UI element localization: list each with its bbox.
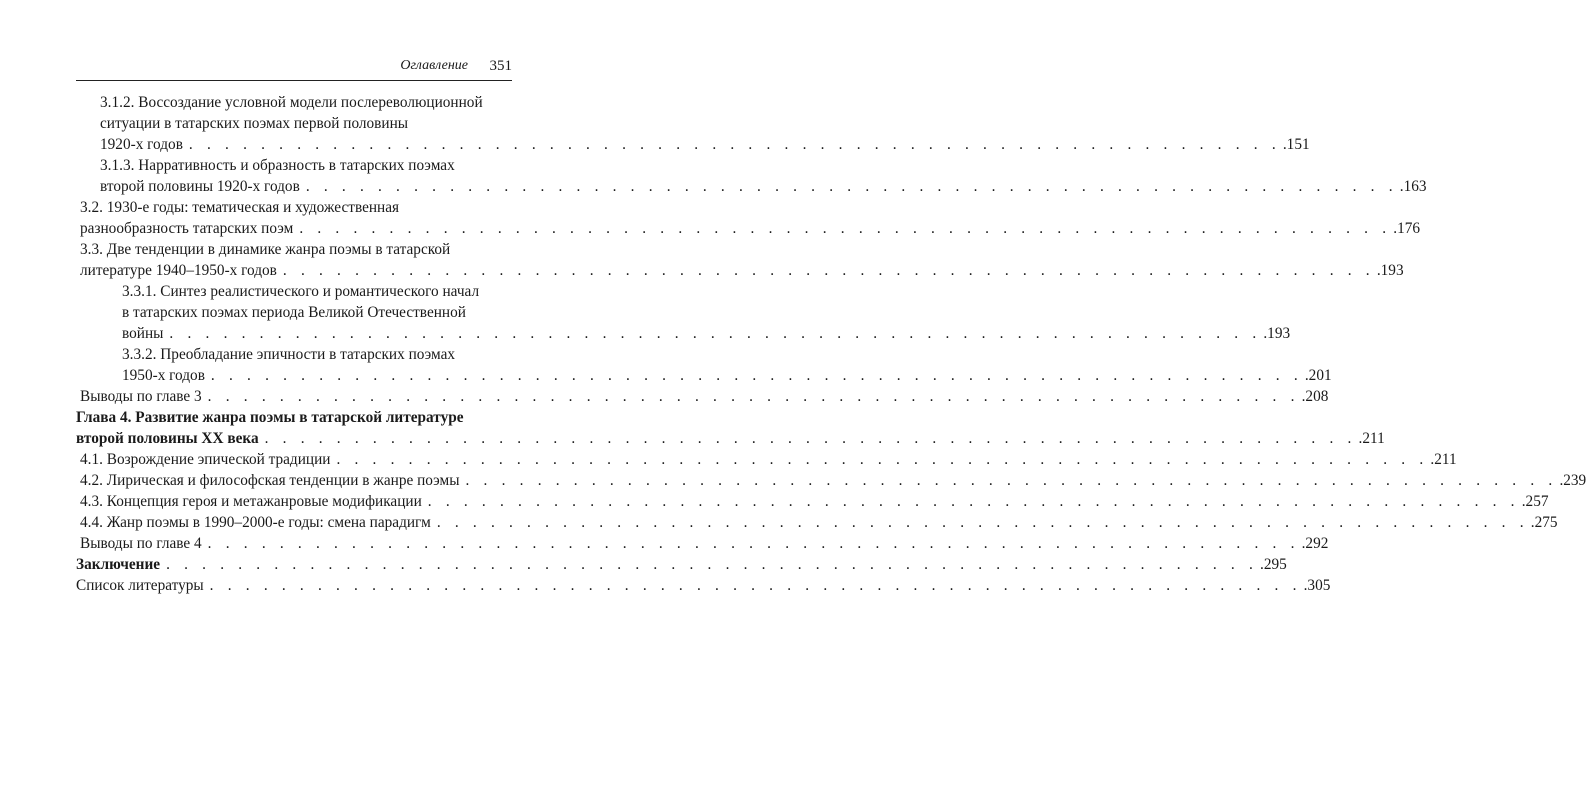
toc-entry-page: .163 (1399, 178, 1427, 195)
toc-entry-last-line (76, 428, 1385, 449)
dot-leader: . . . . . . . . . . . . . . . . . . . . . . . . . . . . . . . . . . . . . . . . . . . . . . . . . . . . . . . . . . . . . (166, 556, 1258, 573)
toc-entry (76, 281, 1291, 344)
toc-entry-title: второй половины 1920-х годов (100, 178, 300, 195)
toc-entry (76, 155, 1427, 197)
toc-entry-line: 3.1.2. Воссоздание условной модели послереволюционной (100, 94, 483, 111)
toc-entry-page: .295 (1260, 556, 1287, 573)
toc-entry (76, 533, 1329, 554)
dot-leader: . . . . . . . . . . . . . . . . . . . . . . . . . . . . . . . . . . . . . . . . . . . . . . . . . . . . . . . . . . . . . (188, 136, 1281, 153)
toc-entry-title: Выводы по главе 3 (80, 388, 202, 405)
toc-entry-last-line (76, 575, 1331, 596)
toc-entry-last-line (80, 491, 1549, 512)
toc-entry-page: .211 (1358, 430, 1385, 447)
toc-entry-title: 4.3. Концепция героя и метажанровые модификации (80, 493, 422, 510)
toc-entry (76, 575, 1331, 596)
dot-leader: . . . . . . . . . . . . . . . . . . . . . . . . . . . . . . . . . . . . . . . . . . . . . . . . . . . . . . . . . . . . . (305, 178, 1398, 195)
toc-entry-page: .151 (1282, 136, 1310, 153)
dot-leader: . . . . . . . . . . . . . . . . . . . . . . . . . . . . . . . . . . . . . . . . . . . . . . . . . . . . . . . . . . . . . (282, 262, 1375, 279)
toc-entry-line: ситуации в татарских поэмах первой половины (100, 115, 409, 132)
toc-entry-page: .208 (1301, 388, 1329, 405)
toc-entry-line: 3.2. 1930-е годы: тематическая и художественная (80, 199, 400, 216)
toc-entry-page: .193 (1376, 262, 1404, 279)
toc-entry-last-line (76, 554, 1287, 575)
toc-entry-line: Глава 4. Развитие жанра поэмы в татарской литературе (76, 409, 464, 426)
toc-entry-line: 3.3.2. Преобладание эпичности в татарских поэмах (122, 346, 456, 363)
dot-leader: . . . . . . . . . . . . . . . . . . . . . . . . . . . . . . . . . . . . . . . . . . . . . . . . . . . . . . . . . . . . . (264, 430, 1357, 447)
toc-entry-title: 4.4. Жанр поэмы в 1990–2000-е годы: смена парадигм (80, 514, 431, 531)
toc-entry-title: литературе 1940–1950-х годов (80, 262, 277, 279)
toc-entry-title: 1950-х годов (122, 367, 205, 384)
toc-entry-last-line (100, 176, 1427, 197)
header-page-number: 351 (489, 58, 512, 74)
toc-entry-last-line (122, 323, 1291, 344)
toc-entry-page: .275 (1530, 514, 1558, 531)
toc-entry-page: .239 (1559, 472, 1586, 489)
dot-leader: . . . . . . . . . . . . . . . . . . . . . . . . . . . . . . . . . . . . . . . . . . . . . . . . . . . . . . . . . . . . . (299, 220, 1392, 237)
toc-entry (76, 470, 1586, 491)
dot-leader: . . . . . . . . . . . . . . . . . . . . . . . . . . . . . . . . . . . . . . . . . . . . . . . . . . . . . . . . . . . . . (169, 325, 1262, 342)
toc-entry (76, 239, 1404, 281)
toc-entry-last-line (80, 260, 1404, 281)
toc-entry-page: .193 (1263, 325, 1291, 342)
toc-entry-last-line (80, 449, 1457, 470)
dot-leader: . . . . . . . . . . . . . . . . . . . . . . . . . . . . . . . . . . . . . . . . . . . . . . . . . . . . . . . . . . . . . (207, 388, 1300, 405)
toc-entry (76, 407, 1385, 449)
toc-entry-title: Список литературы (76, 577, 204, 594)
toc-entry-title: Выводы по главе 4 (80, 535, 202, 552)
toc-entry (76, 197, 1421, 239)
dot-leader: . . . . . . . . . . . . . . . . . . . . . . . . . . . . . . . . . . . . . . . . . . . . . . . . . . . . . . . . . . . . . (207, 535, 1300, 552)
toc-entry-title: второй половины XX века (76, 430, 259, 447)
toc-entry-title: 1920-х годов (100, 136, 183, 153)
toc-entry-page: .211 (1430, 451, 1457, 468)
toc-entry (76, 92, 1310, 155)
toc-entry-last-line (80, 470, 1586, 491)
toc-entry-line: 3.1.3. Нарративность и образность в татарских поэмах (100, 157, 455, 174)
toc-entry (76, 449, 1457, 470)
toc-entry-last-line (80, 512, 1558, 533)
toc-entry-title: 4.2. Лирическая и философская тенденции в жанре поэмы (80, 472, 460, 489)
toc-entry (76, 554, 1287, 575)
toc-entry-page: .257 (1521, 493, 1549, 510)
toc-entry (76, 512, 1558, 533)
dot-leader: . . . . . . . . . . . . . . . . . . . . . . . . . . . . . . . . . . . . . . . . . . . . . . . . . . . . . . . . . . . . . (210, 367, 1303, 384)
toc-entry (76, 386, 1329, 407)
toc-entry-line: в татарских поэмах периода Великой Отечественной (122, 304, 466, 321)
dot-leader: . . . . . . . . . . . . . . . . . . . . . . . . . . . . . . . . . . . . . . . . . . . . . . . . . . . . . . . . . . . . . (436, 514, 1529, 531)
running-header (76, 58, 512, 81)
toc-entry (76, 344, 1332, 386)
toc-entry-last-line (100, 134, 1310, 155)
toc-entry-page: .305 (1303, 577, 1331, 594)
toc-entry-title: войны (122, 325, 164, 342)
dot-leader: . . . . . . . . . . . . . . . . . . . . . . . . . . . . . . . . . . . . . . . . . . . . . . . . . . . . . . . . . . . . . (465, 472, 1558, 489)
toc-entry-line: 3.3.1. Синтез реалистического и романтического начал (122, 283, 480, 300)
header-title: Оглавление (400, 58, 468, 73)
toc-entry-title: разнообразность татарских поэм (80, 220, 294, 237)
table-of-contents (76, 92, 1586, 596)
dot-leader: . . . . . . . . . . . . . . . . . . . . . . . . . . . . . . . . . . . . . . . . . . . . . . . . . . . . . . . . . . . . . (336, 451, 1429, 468)
toc-entry-last-line (80, 386, 1329, 407)
toc-entry-last-line (122, 365, 1332, 386)
toc-entry-last-line (80, 533, 1329, 554)
dot-leader: . . . . . . . . . . . . . . . . . . . . . . . . . . . . . . . . . . . . . . . . . . . . . . . . . . . . . . . . . . . . . (427, 493, 1520, 510)
toc-entry-title: Заключение (76, 556, 161, 573)
toc-entry-page: .176 (1393, 220, 1421, 237)
toc-entry (76, 491, 1549, 512)
dot-leader: . . . . . . . . . . . . . . . . . . . . . . . . . . . . . . . . . . . . . . . . . . . . . . . . . . . . . . . . . . . . . (209, 577, 1302, 594)
toc-entry-page: .201 (1304, 367, 1332, 384)
toc-entry-page: .292 (1301, 535, 1329, 552)
toc-entry-title: 4.1. Возрождение эпической традиции (80, 451, 331, 468)
toc-entry-line: 3.3. Две тенденции в динамике жанра поэмы в татарской (80, 241, 451, 258)
toc-entry-last-line (80, 218, 1421, 239)
